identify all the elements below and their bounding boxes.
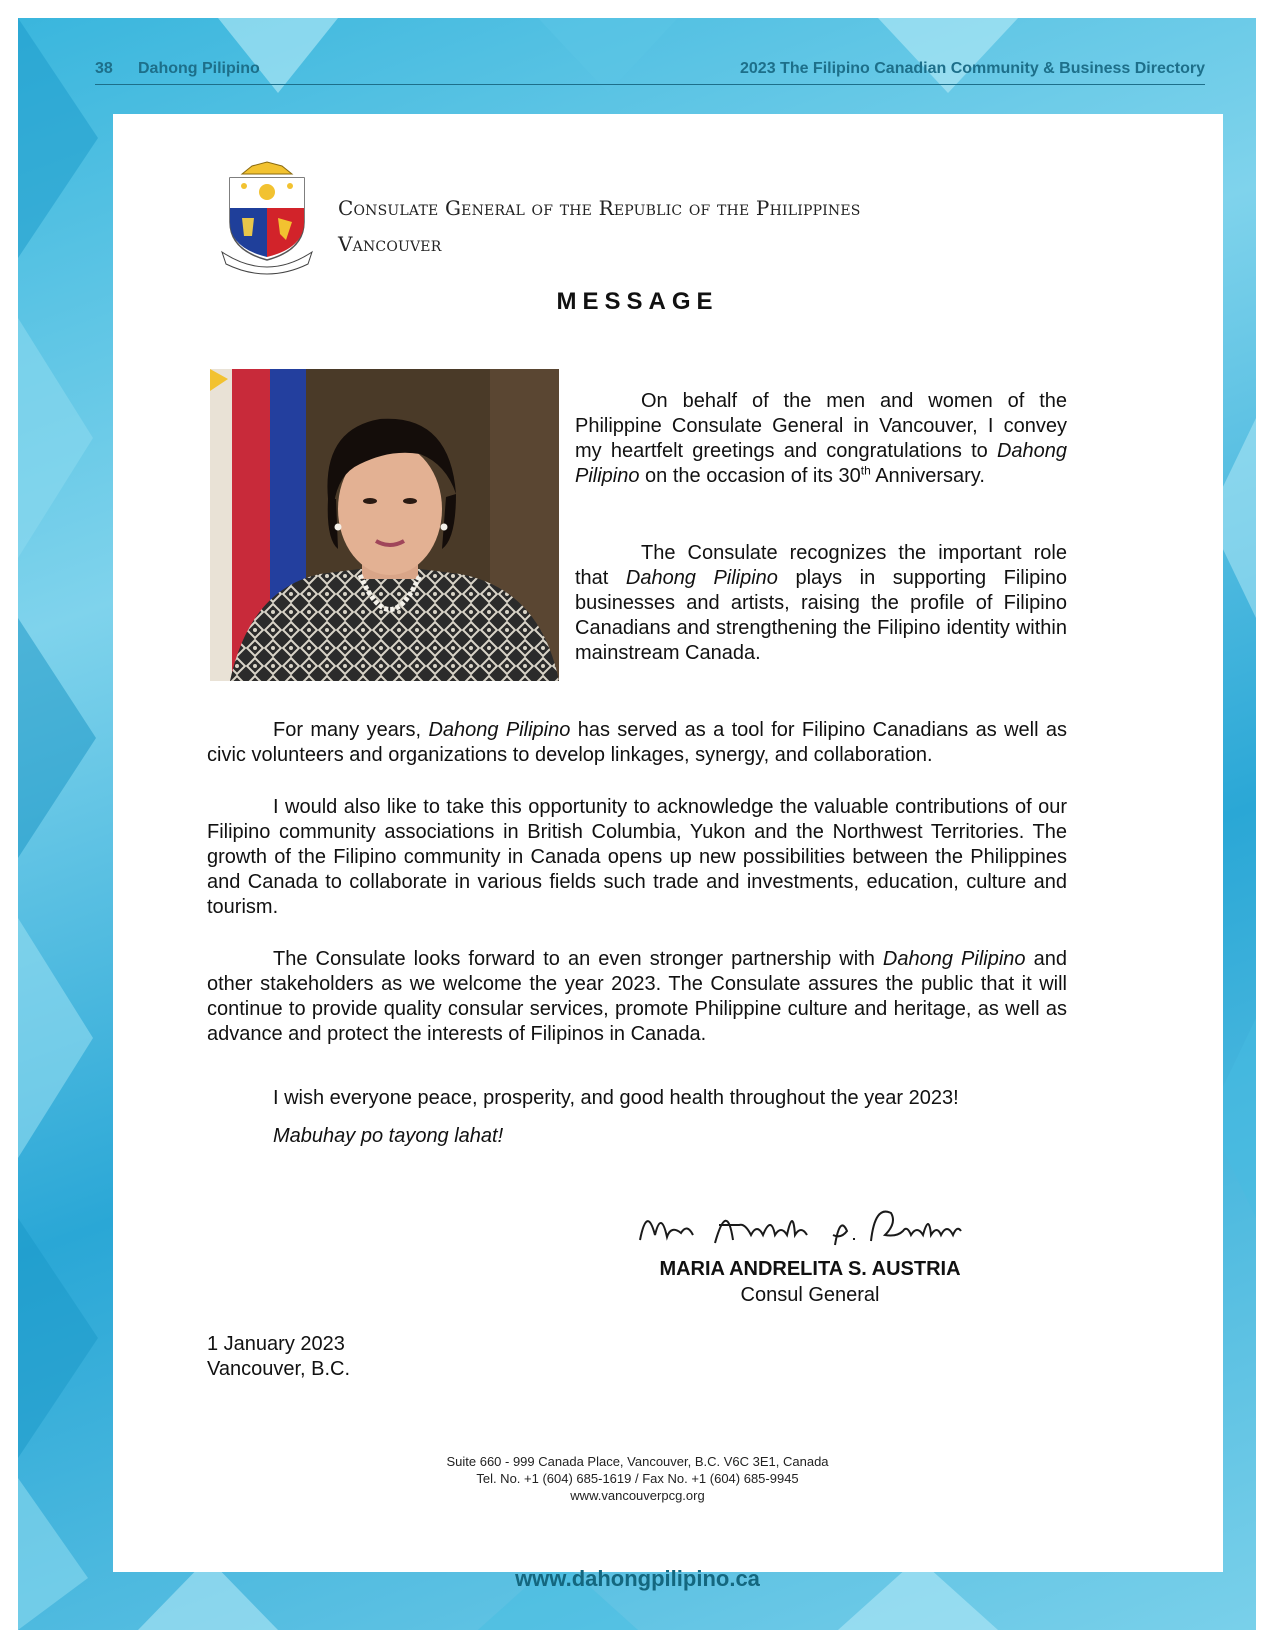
- directory-title: 2023 The Filipino Canadian Community & Business Directory: [740, 60, 1205, 77]
- paragraph-5: The Consulate looks forward to an even stronger partnership with Dahong Pilipino and other stakeholders as we welcome the year 2023. The Consulate assures the public that it will continue to provide quality consular services, promote Philippine culture and heritage, as well as advance and protect the interests of Filipinos in Canada.: [207, 948, 1067, 1045]
- footer-phone: Tel. No. +1 (604) 685-1619 / Fax No. +1 (604) 685-9945: [476, 1471, 799, 1486]
- letterhead-line-2: Vancouver: [338, 232, 442, 256]
- message-title: MESSAGE: [556, 288, 719, 315]
- footer-web[interactable]: www.vancouverpcg.org: [570, 1488, 705, 1503]
- philippine-seal-icon: [212, 160, 322, 280]
- paragraph-6: I wish everyone peace, prosperity, and good health throughout the year 2023!: [273, 1087, 959, 1109]
- consul-general-photo: [210, 369, 559, 681]
- closing-salutation: Mabuhay po tayong lahat!: [273, 1125, 504, 1147]
- signer-title: Consul General: [740, 1284, 880, 1306]
- footer-address: Suite 660 - 999 Canada Place, Vancouver, B.C. V6C 3E1, Canada: [446, 1454, 829, 1469]
- place: Vancouver, B.C.: [207, 1358, 351, 1380]
- signer-name: MARIA ANDRELITA S. AUSTRIA: [659, 1258, 961, 1280]
- page-number: 38: [95, 60, 113, 77]
- paragraph-3: For many years, Dahong Pilipino has served as a tool for Filipino Canadians as well as civic volunteers and organizations to develop linkages, synergy, and collaboration.: [207, 719, 1068, 766]
- paragraph-1: On behalf of the men and women of the Philippine Consulate General in Vancouver, I convey my heartfelt greetings and congratulations to Dahong Pilipino on the occasion of its 30th Anniversary.: [575, 390, 1067, 487]
- date: 1 January 2023: [207, 1333, 345, 1355]
- paragraph-2: The Consulate recognizes the important role that Dahong Pilipino plays in supporting Filipino businesses and artists, raising the profile of Filipino Canadians and strengthening the Filipino identity within mainstream Canada.: [575, 542, 1067, 664]
- dateline: [207, 1332, 350, 1382]
- paragraph-4: I would also like to take this opportunity to acknowledge the valuable contributions of our Filipino community associations in British Columbia, Yukon and the Northwest Territories. The growth of the Filipino community in Canada opens up new possibilities between the Philippines and Canada to collaborate in various fields such trade and investments, education, culture and tourism.: [207, 796, 1067, 918]
- signature: [635, 1195, 965, 1257]
- publication-name: Dahong Pilipino: [138, 60, 260, 77]
- website-link[interactable]: www.dahongpilipino.ca: [515, 1566, 760, 1591]
- letterhead-line-1: Consulate General of the Republic of the Philippines: [338, 196, 861, 220]
- header-rule: [95, 84, 1205, 85]
